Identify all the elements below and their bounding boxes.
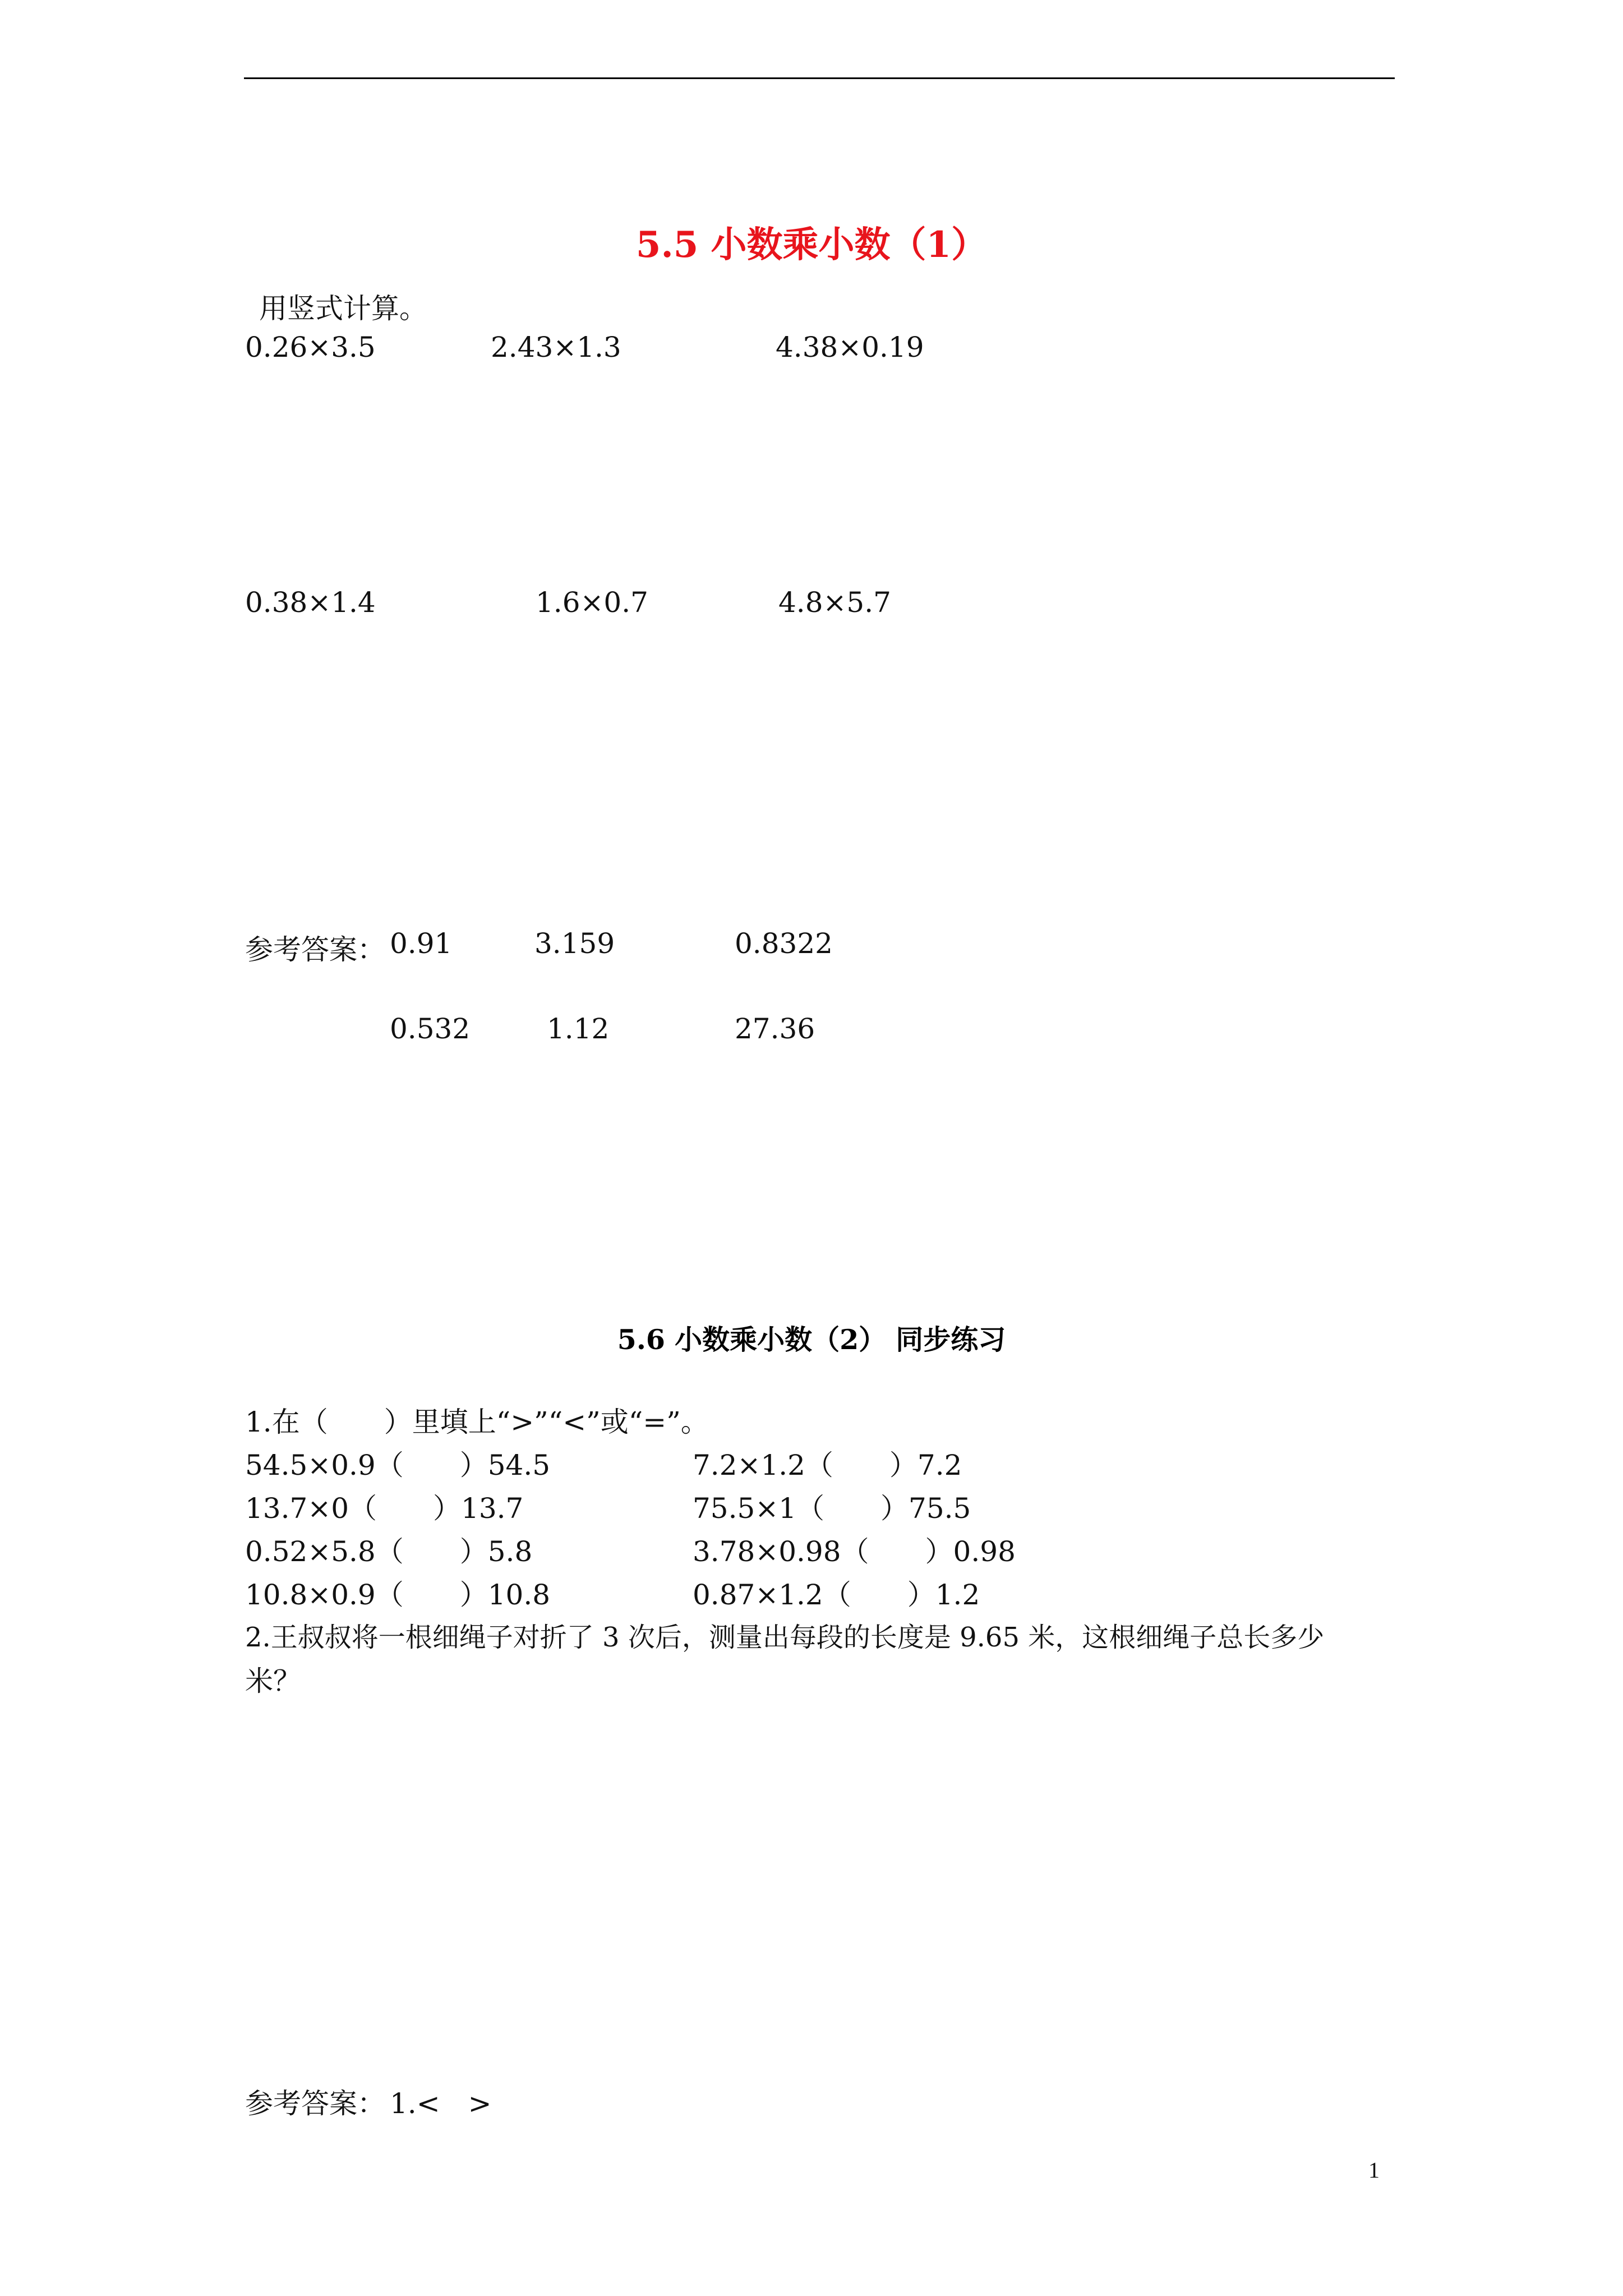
answer-3: 0.8322 [735,927,833,960]
compare-left-4: 10.8×0.9（ ）10.8 [245,1579,551,1611]
header-rule [244,77,1395,79]
compare-left-1: 54.5×0.9（ ）54.5 [245,1449,551,1481]
compare-left-2: 13.7×0（ ）13.7 [245,1492,524,1525]
problem-2: 2.43×1.3 [491,331,621,364]
answer-1: 0.91 [390,927,453,960]
compare-right-1: 7.2×1.2（ ）7.2 [693,1449,962,1481]
question-2-line1: 2.王叔叔将一根细绳子对折了 3 次后，测量出每段的长度是 9.65 米，这根细绳子总长多少 [245,1622,1325,1653]
compare-left-3: 0.52×5.8（ ）5.8 [245,1535,533,1568]
problem-1: 0.26×3.5 [245,331,376,364]
compare-right-2: 75.5×1（ ）75.5 [693,1492,971,1525]
problem-3: 4.38×0.19 [776,331,924,364]
answer-2: 3.159 [534,927,615,960]
section1-title: 5.5 小数乘小数（1） [635,224,988,266]
answer-6: 27.36 [735,1013,815,1045]
page-number: 1 [1368,2157,1380,2183]
answer-5: 1.12 [547,1013,610,1045]
compare-right-3: 3.78×0.98（ ）0.98 [693,1535,1016,1568]
answer-label: 参考答案： [245,933,385,966]
compare-right-4: 0.87×1.2（ ）1.2 [693,1579,980,1611]
problem-6: 4.8×5.7 [778,586,891,619]
question-1-prompt: 1.在（ ）里填上“>”“<”或“=”。 [245,1406,709,1438]
section1-instruction: 用竖式计算。 [259,292,427,325]
answer-4: 0.532 [390,1013,471,1045]
problem-5: 1.6×0.7 [536,586,648,619]
section2-title: 5.6 小数乘小数（2） 同步练习 [617,1323,1006,1356]
answer-label-2: 参考答案： [245,2087,385,2120]
problem-4: 0.38×1.4 [245,586,376,619]
question-2-line2: 米？ [245,1665,301,1697]
answer-q1: 1.< > [390,2087,492,2120]
